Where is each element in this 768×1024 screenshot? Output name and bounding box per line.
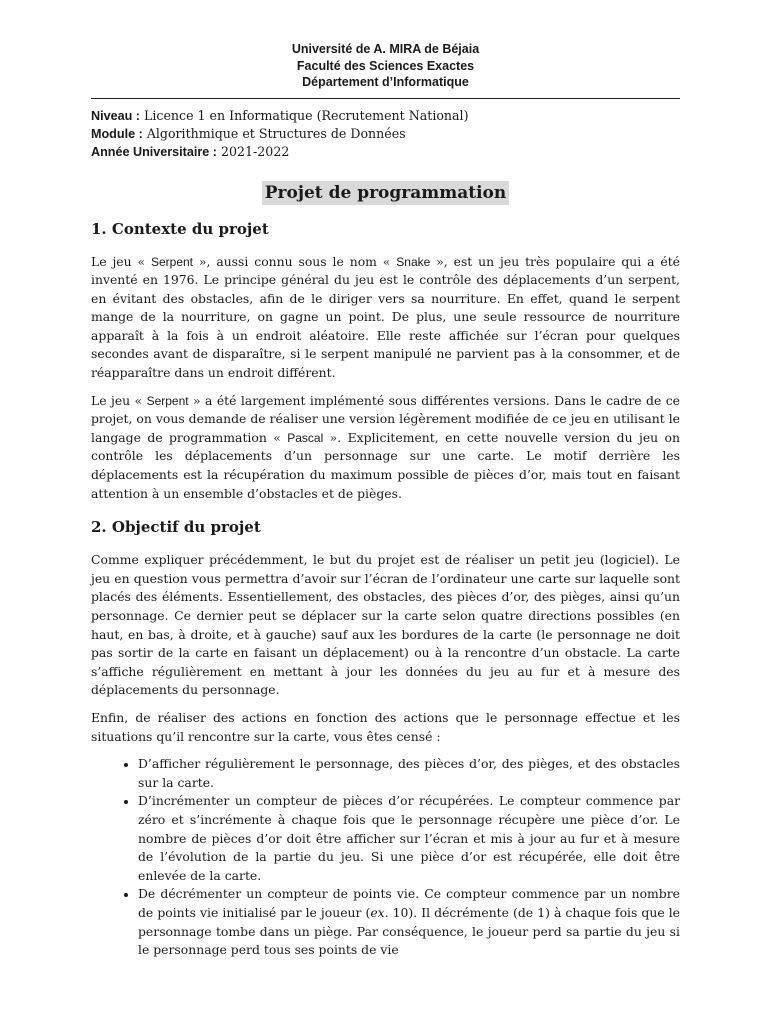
section-2-paragraph-2: Enfin, de réaliser des actions en fonction des actions que le personnage effectue et les situations qu’il rencontre sur la carte, vous êtes censé : [91, 709, 680, 744]
section-1-paragraph-2 [91, 392, 680, 504]
text-run: Le jeu « [91, 392, 147, 408]
annee-value: 2021-2022 [216, 143, 290, 159]
text-run: », aussi connu sous le nom « [193, 253, 397, 269]
annee-line [91, 143, 680, 161]
section-1-paragraph-1 [91, 253, 680, 383]
keyword-snake: Snake [396, 254, 431, 269]
niveau-line [91, 107, 680, 125]
module-line [91, 125, 680, 143]
keyword-serpent: Serpent [150, 254, 194, 269]
niveau-label: Niveau : [91, 108, 140, 123]
institution-header [91, 41, 680, 91]
text-run: » a été largement implémenté sous différentes versions. Dans le cadre de ce projet, on vous demande de réaliser une version légèrement modifiée de ce jeu en utilisant le langage de programmation « [91, 392, 680, 445]
text-run: De décrémenter un compteur de points vie. Ce compteur commence par un nombre de points vie initialisé par le joueur ( [138, 886, 680, 920]
niveau-value: Licence 1 en Informatique (Recrutement National) [140, 107, 469, 123]
section-1-heading: 1. Contexte du projet [91, 219, 269, 238]
page-title: Projet de programmation [262, 181, 509, 205]
keyword-serpent: Serpent [146, 393, 189, 408]
list-item: • D’incrémenter un compteur de pièces d’or récupérées. Le compteur commence par zéro et s’incrémente à chaque fois que le personnage récupère une pièce d’or. Le nombre de pièces d’or doit être afficher sur l’écran et mis à jour au fur et à mesure de l’évolution de la partie du jeu. Si une pièce d’or est récupérée, elle doit être enlevée de la carte. [138, 792, 680, 885]
text-run: 10). Il décrémente (de 1) à chaque fois que le personnage tombe dans un piège. Par conséquence, le joueur perd sa partie du jeu si le personnage perd tous ses points de vie [138, 904, 681, 958]
keyword-pascal: Pascal [287, 430, 324, 445]
annee-label: Année Universitaire : [91, 144, 217, 159]
example-abbr: ex. [370, 904, 389, 920]
text-run: ». Explicitement, en cette nouvelle version du jeu on contrôle les déplacements d’un personnage sur une carte. Le motif derrière les déplacements est la récupération du maximum possible de pièces d’or, mais tout en faisant attention à un ensemble d’obstacles et de pièges. [91, 429, 680, 501]
course-info [91, 107, 680, 161]
text-run: », est un jeu très populaire qui a été inventé en 1976. Le principe général du jeu est le contrôle des déplacements d’un serpent, en évitant des obstacles, afin de le diriger vers sa nourriture. En effet, quand le serpent mange de la nourriture, on gagne un point. De plus, une seule ressource de nourriture apparaît à la fois à un endroit aléatoire. Elle reste affichée sur l’écran pour quelques secondes avant de disparaître, si le serpent manipulé ne parvient pas à la consommer, et de réapparaître dans un endroit différent. [91, 253, 681, 381]
list-item: • D’afficher régulièrement le personnage, des pièces d’or, des pièges, et des obstacles sur la carte. [138, 755, 680, 792]
list-item [138, 885, 680, 959]
title-container [91, 181, 680, 205]
section-2-heading: 2. Objectif du projet [91, 518, 261, 537]
section-2-paragraph-1: Comme expliquer précédemment, le but du projet est de réaliser un petit jeu (logiciel). Le jeu en question vous permettra d’avoir sur l’écran de l’ordinateur une carte sur laquelle sont placés des éléments. Essentiellement, des obstacles, des pièces d’or, des pièges, ainsi qu’un personnage. Ce dernier peut se déplacer sur la carte selon quatre directions possibles (en haut, en bas, à droite, et à gauche) sauf aux les bordures de la carte (le personnage ne doit pas sortir de la carte en faisant un déplacement) ou à la rencontre d’un obstacle. La carte s’affiche régulièrement en mettant à jour les données du jeu au fur et à mesure des déplacements du personnage. [91, 552, 680, 698]
faculty-name: Faculté des Sciences Exactes [296, 58, 475, 73]
module-label: Module : [91, 126, 143, 141]
university-name: Université de A. MIRA de Béjaia [291, 42, 480, 56]
text-run: Le jeu « [91, 253, 151, 269]
objectives-list [91, 755, 680, 960]
department-name: Département d’Informatique [302, 75, 469, 89]
module-value: Algorithmique et Structures de Données [142, 125, 406, 141]
header-divider [91, 98, 680, 99]
